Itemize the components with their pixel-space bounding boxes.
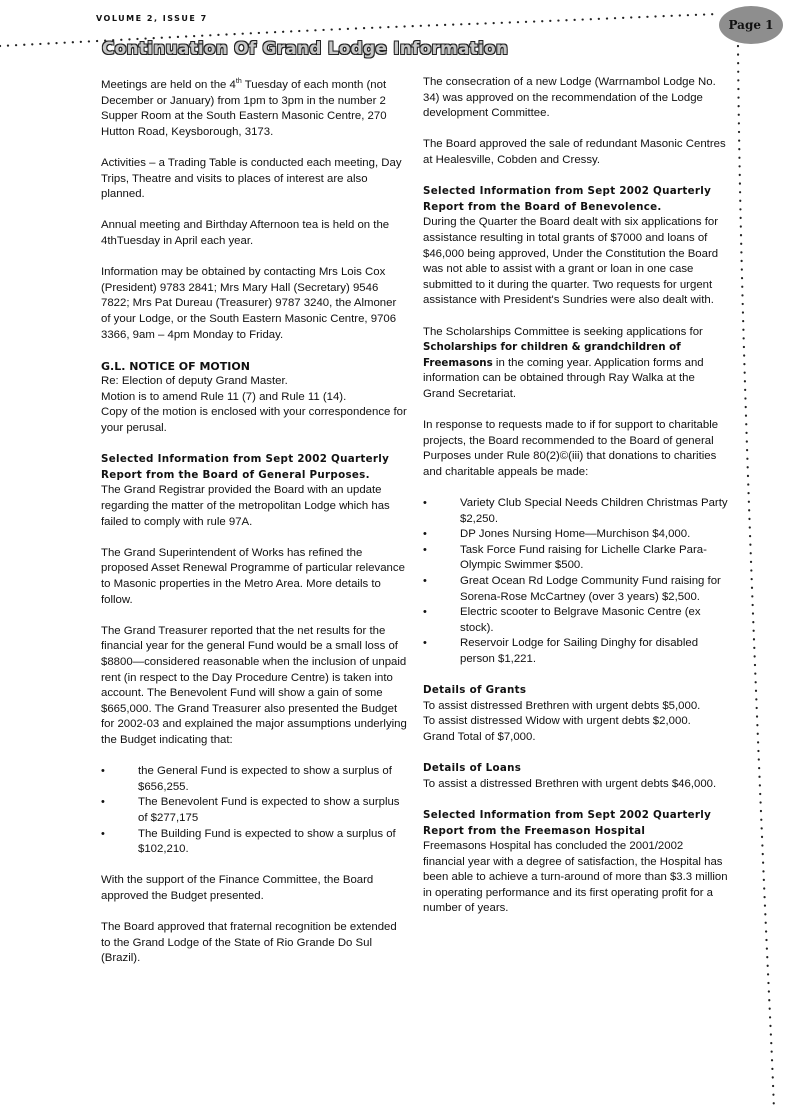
recognition-paragraph: The Board approved that fraternal recognition be extended to the Grand Lodge of the State of Rio Grande Do Sul (Brazil).: [101, 921, 397, 965]
scholarships-paragraph: The Scholarships Committee is seeking applications for Scholarships for children & grandchildren of Freemasons in the coming year. Application forms and information can be obtained through Ray Walka at the Grand Secretariat.: [423, 325, 704, 400]
page-number-badge: [719, 6, 783, 44]
donations-list: [423, 496, 728, 668]
works-paragraph: The Grand Superintendent of Works has refined the proposed Asset Renewal Programme of particular relevance to Masonic properties in the Metro Area. More details to follow.: [101, 546, 405, 606]
general-purposes-heading: Selected Information from Sept 2002 Quarterly Report from the Board of General Purposes.: [101, 453, 390, 481]
treasurer-paragraph: The Grand Treasurer reported that the net results for the financial year for the general Fund would be a small loss of $8800—considered reasonable when the inclusion of unpaid rent (in respect to the Day Procedure Centre) is taken into account. The Benevolent Fund will show a gain of some $665,000. The Grand Treasurer also presented the Budget for 2002-03 and explained the major assumptions underlying the Budget indicating that:: [101, 624, 407, 746]
list-item: • Variety Club Special Needs Children Christmas Party $2,250.: [423, 496, 728, 527]
meetings-paragraph: Meetings are held on the 4th Tuesday of each month (not December or January) from 1pm to 3pm in the number 2 Supper Room at the South Eastern Masonic Centre, 270 Hutton Road, Keysborough, 3173.: [101, 78, 387, 138]
hospital-heading: Selected Information from Sept 2002 Quarterly Report from the Freemason Hospital: [423, 808, 712, 837]
left-column: [101, 78, 407, 982]
sale-paragraph: The Board approved the sale of redundant Masonic Centres at Healesville, Cobden and Cressy.: [423, 138, 726, 166]
list-item: • Reservoir Lodge for Sailing Dinghy for disabled person $1,221.: [423, 636, 728, 667]
list-item: • Task Force Fund raising for Lichelle Clarke Para-Olympic Swimmer $500.: [423, 543, 728, 574]
list-item: • Great Ocean Rd Lodge Community Fund raising for Sorena-Rose McCartney (over 3 years) $2,500.: [423, 574, 728, 605]
benevolence-heading: Selected Information from Sept 2002 Quarterly Report from the Board of Benevolence.: [423, 185, 712, 213]
list-item: • Electric scooter to Belgrave Masonic Centre (ex stock).: [423, 605, 728, 636]
hospital-paragraph: Freemasons Hospital has concluded the 2001/2002 financial year with a degree of satisfaction, the Hospital has been able to achieve a turn-around of more than $3.3 million in operating performance and its first operating profit for a number of years.: [423, 840, 728, 915]
list-item: • the General Fund is expected to show a surplus of $656,255.: [101, 764, 407, 795]
notice-of-motion-heading: G.L. NOTICE OF MOTION: [101, 359, 250, 373]
right-column: [423, 75, 728, 933]
benevolence-paragraph: During the Quarter the Board dealt with six applications for assistance resulting in total grants of $7000 and loans of $46,000 being approved, Under the Constitution the Board was not able to assist with a grant or loan in one case submitted to it during the quarter. Two requests for urgent assistance with President's Sundries were also dealt with.: [423, 216, 719, 307]
page-number: Page 1: [728, 18, 774, 32]
volume-issue: VOLUME 2, ISSUE 7: [96, 14, 208, 23]
page-title: Continuation Of Grand Lodge Information: [102, 39, 509, 59]
contact-paragraph: Information may be obtained by contacting Mrs Lois Cox (President) 9783 2841; Mrs Mary Hall (Secretary) 9546 7822; Mrs Pat Dureau (Treasurer) 9787 3240, the Almoner of your Lodge, or the South Eastern Masonic Centre, 9706 3366, 9am – 4pm Monday to Friday.: [101, 266, 397, 341]
activities-paragraph: Activities – a Trading Table is conducted each meeting, Day Trips, Theatre and visits to places of interest are also planned.: [101, 156, 402, 201]
loans-heading: Details of Loans: [423, 762, 522, 775]
list-item: • DP Jones Nursing Home—Murchison $4,000.: [423, 527, 728, 543]
annual-meeting-paragraph: Annual meeting and Birthday Afternoon tea is held on the 4thTuesday in April each year.: [101, 219, 390, 247]
list-item: • The Benevolent Fund is expected to show a surplus of $277,175: [101, 795, 407, 826]
consecration-paragraph: The consecration of a new Lodge (Warrnambol Lodge No. 34) was approved on the recommendation of the Lodge development Committee.: [423, 76, 716, 120]
registrar-paragraph: The Grand Registrar provided the Board with an update regarding the matter of the metropolitan Lodge which has failed to comply with rule 97A.: [101, 484, 390, 528]
notice-of-motion-text: Re: Election of deputy Grand Master. Motion is to amend Rule 11 (7) and Rule 11 (14). Copy of the motion is enclosed with your correspondence for your perusal.: [101, 375, 407, 435]
grants-text: To assist distressed Brethren with urgent debts $5,000. To assist distressed Widow with urgent debts $2,000. Grand Total of $7,000.: [423, 699, 701, 743]
loans-text: To assist a distressed Brethren with urgent debts $46,000.: [423, 777, 717, 790]
finance-paragraph: With the support of the Finance Committee, the Board approved the Budget presented.: [101, 874, 374, 902]
grants-heading: Details of Grants: [423, 684, 527, 697]
budget-list: [101, 764, 407, 858]
charity-paragraph: In response to requests made to if for support to charitable projects, the Board recommended to the Board of general Purposes under Rule 80(2)©(iii) that donations to charities and charitable appeals be made:: [423, 419, 719, 478]
list-item: • The Building Fund is expected to show a surplus of $102,210.: [101, 827, 407, 858]
